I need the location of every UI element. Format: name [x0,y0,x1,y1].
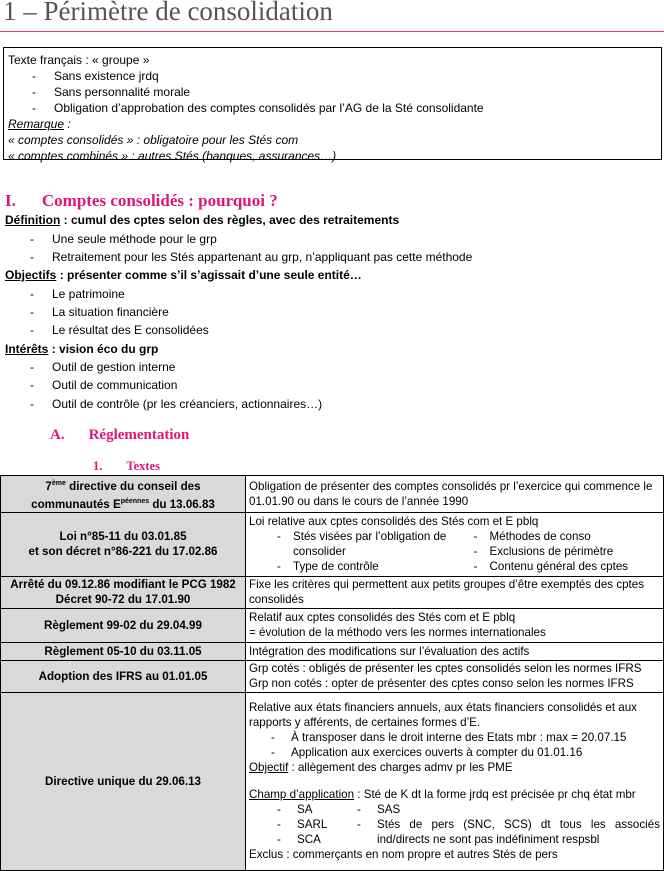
title-underline [0,31,664,32]
table-row [1,576,664,608]
subsubsection-heading: 1. Textes [93,459,160,473]
list-item: - Outil de communication [30,378,178,392]
list-item: - Le résultat des E consolidées [30,323,209,337]
table-row [1,660,664,692]
table-row [1,642,664,660]
table-row [1,476,664,513]
table-cell-text: Obligation de présenter des comptes consolidés pr l’exercice qui commence le 01.01.90 ou dans le cours de l’année 1990 [246,476,664,513]
remarque-line: « comptes consolidés » : obligatoire pour les Stés com [8,133,299,147]
objectifs-line: Objectifs : présenter comme s’il s’agissait d’une seule entité… [5,268,362,282]
list-item: - Le patrimoine [30,287,125,301]
page-title: 1 – Périmètre de consolidation [3,0,333,26]
list-item: - Retraitement pour les Stés appartenant au grp, n’appliquant pas cette méthode [30,250,473,264]
table-row [1,692,664,870]
list-item: - Une seule méthode pour le grp [30,232,217,246]
subsection-heading: A. Réglementation [50,427,190,443]
table-cell-text: Loi relative aux cptes consolidés des Stés com et E pblq - Stés visées par l’obligation de consolider - Type de contrôle - Méthodes de conso - Exclusions de périmètre - Contenu général des cptes [246,512,664,576]
table-cell-text: Intégration des modifications sur l’évaluation des actifs [246,642,664,660]
box-item: - Sans existence jrdq [32,69,159,83]
table-cell-text: Fixe les critères qui permettent aux petits groupes d’être exemptés des cptes consolidés [246,576,664,608]
table-cell-label: Règlement 05-10 du 03.11.05 [1,642,246,660]
table-cell-label: Directive unique du 29.06.13 [1,692,246,870]
interets-line: Intérêts : vision éco du grp [5,342,159,356]
table-cell-label: Arrêté du 09.12.86 modifiant le PCG 1982 Décret 90-72 du 17.01.90 [1,576,246,608]
table-cell-label: Loi n°85-11 du 03.01.85 et son décret n°86-221 du 17.02.86 [1,512,246,576]
table-cell-text: Grp cotés : obligés de présenter les cptes consolidés selon les normes IFRS Grp non cotés : opter de présenter des cptes conso selon les normes IFRS [246,660,664,692]
list-item: - Outil de gestion interne [30,360,176,374]
table-cell-text: Relatif aux cptes consolidés des Stés com et E pblq = évolution de la méthodo vers les normes internationales [246,608,664,642]
intro-box [3,47,662,163]
table-cell-label: 7ème directive du conseil des communautés $E^{péennes}$ du 13.06.83 [1,476,246,513]
remarque-label: Remarque : [8,117,71,131]
list-item: - Outil de contrôle (pr les créanciers, actionnaires…) [30,397,323,411]
box-item: - Sans personnalité morale [32,85,191,99]
box-item: - Obligation d’approbation des comptes consolidés par l’AG de la Sté consolidante [32,101,484,115]
section-heading: I. Comptes consolidés : pourquoi ? [5,191,278,210]
table-row [1,512,664,576]
remarque-line: « comptes combinés » : autres Stés (banques, assurances…) [8,149,337,163]
definition-line: Définition : cumul des cptes selon des règles, avec des retraitements [5,213,400,227]
table-cell-label: Règlement 99-02 du 29.04.99 [1,608,246,642]
table-cell-label: Adoption des IFRS au 01.01.05 [1,660,246,692]
table-cell-text: Relative aux états financiers annuels, aux états financiers consolidés et aux rapports y afférents, de certaines formes d’E. - À transposer dans le droit interne des Etats mbr : max = 20.07.15 - Application aux exercices ouverts à compter du 01.01.16 Objectif : allègement des charges admv pr les PME Champ d’application : Sté de K dt la forme jrdq est précisée pr chq état mbr - SA - SARL - SCA - SAS - Stés de pers (SNC, SCS) dt tous les associés ind/directs ne sont pas indéfiniment respsbl Exclus : commerçants en nom propre et autres Stés de pers [246,692,664,870]
textes-table [0,475,664,871]
table-row [1,608,664,642]
box-line: Texte français : « groupe » [8,53,150,67]
list-item: - La situation financière [30,305,169,319]
